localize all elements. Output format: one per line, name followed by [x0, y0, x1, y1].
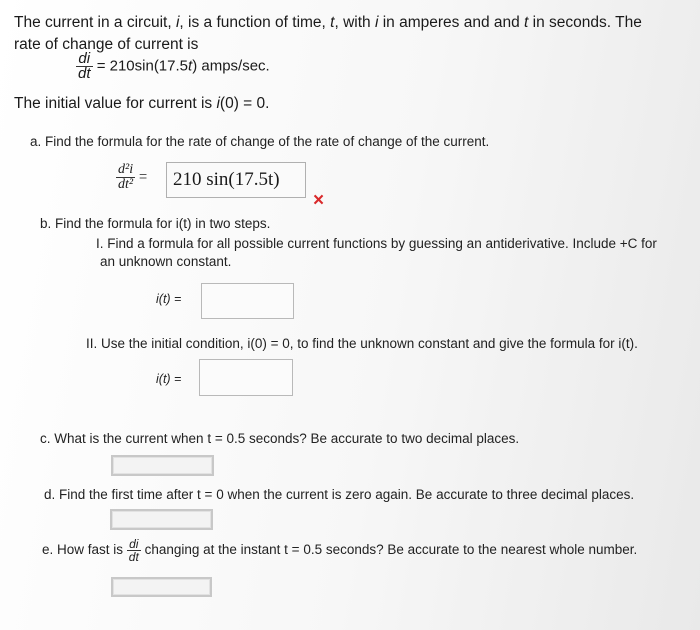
part-e-answer-field[interactable] — [111, 577, 212, 597]
part-e-fraction — [127, 538, 141, 563]
initial-value — [14, 95, 269, 113]
rate-equation — [76, 52, 270, 81]
step1-text-line1: I. Find a formula for all possible current functions by guessing an antiderivative. Include +C for — [96, 236, 657, 251]
part-a-fraction — [116, 163, 147, 192]
step1-label: i(t) = — [156, 292, 182, 306]
step1-text-line2: an unknown constant. — [100, 254, 232, 269]
part-a-prompt: a. Find the formula for the rate of change of the rate of change of the current. — [30, 134, 490, 149]
step2-label: i(t) = — [156, 372, 182, 386]
second-derivative-fraction — [116, 163, 135, 192]
initial-condition: (0) = 0. — [219, 95, 270, 112]
part-e-numerator: di — [127, 538, 141, 551]
rate-units: ) amps/sec. — [192, 57, 270, 75]
intro-text: , with — [334, 14, 375, 31]
second-derivative-denominator: dt² — [118, 177, 134, 192]
equals-sign: = — [138, 168, 148, 185]
intro-text: , is a function of time, — [179, 14, 331, 31]
step2-answer-field[interactable] — [199, 359, 293, 396]
problem-intro — [14, 12, 694, 56]
part-c-answer-field[interactable] — [111, 455, 214, 476]
part-e-text-a: e. How fast is — [42, 542, 124, 558]
intro-text: The current in a circuit, — [14, 14, 176, 31]
intro-text: rate of change of current is — [14, 36, 199, 53]
var-i: i — [374, 14, 379, 31]
intro-text: in amperes and and — [378, 14, 525, 31]
var-t: t — [330, 14, 335, 31]
part-d-answer-field[interactable] — [110, 509, 213, 530]
part-a-answer-field[interactable]: 210 sin(17.5t) — [166, 162, 306, 198]
var-i: i — [175, 14, 180, 31]
part-c-prompt: c. What is the current when t = 0.5 seconds? Be accurate to two decimal places. — [40, 431, 520, 446]
rate-numerator: di — [76, 52, 93, 67]
step2-text: II. Use the initial condition, i(0) = 0, to find the unknown constant and give the formula for i(t). — [86, 336, 638, 351]
incorrect-x-icon: × — [313, 190, 325, 211]
initial-var: i — [216, 95, 220, 112]
part-e-denominator: dt — [128, 550, 139, 564]
second-derivative-numerator: d²i — [118, 162, 134, 177]
intro-text: in seconds. The — [528, 14, 642, 31]
initial-text: The initial value for current is — [14, 95, 217, 112]
rate-expression: = 210sin(17.5 — [96, 57, 189, 75]
part-e-prompt — [42, 538, 637, 563]
step1-answer-field[interactable] — [201, 283, 294, 319]
rate-var-t: t — [188, 57, 193, 75]
rate-fraction — [76, 52, 93, 81]
part-b-prompt: b. Find the formula for i(t) in two steps. — [40, 216, 271, 231]
var-t: t — [524, 14, 529, 31]
rate-denominator: dt — [78, 65, 91, 82]
part-d-prompt: d. Find the first time after t = 0 when the current is zero again. Be accurate to three decimal places. — [44, 487, 635, 502]
part-e-text-b: changing at the instant t = 0.5 seconds? Be accurate to the nearest whole number. — [144, 542, 638, 558]
